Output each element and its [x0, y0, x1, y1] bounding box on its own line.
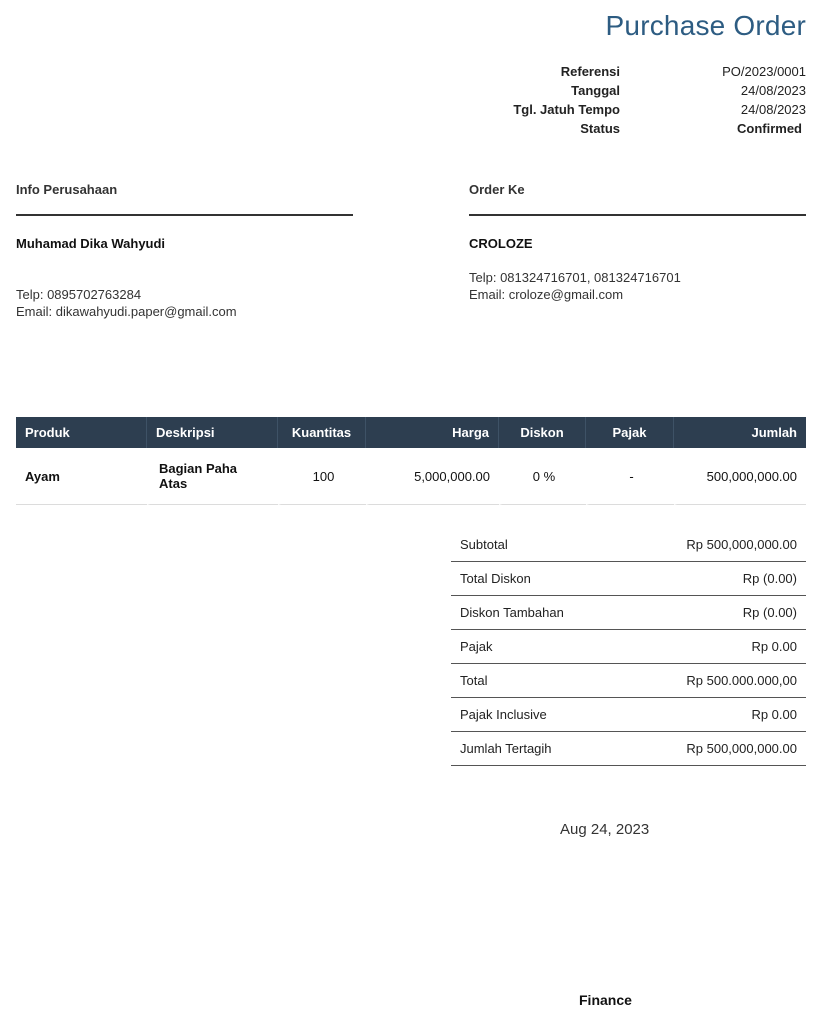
column-header-amount: Jumlah: [674, 417, 806, 448]
totals-label: Jumlah Tertagih: [460, 741, 552, 756]
item-description-line: Bagian Paha: [159, 461, 238, 476]
totals-row: [451, 698, 806, 732]
table-row: [16, 448, 806, 505]
meta-date-row: [476, 81, 806, 100]
totals-row: [451, 732, 806, 766]
totals-row: [451, 596, 806, 630]
item-description: [147, 448, 278, 505]
vendor-divider: [469, 214, 806, 216]
company-email: Email: dikawahyudi.paper@gmail.com: [16, 304, 237, 319]
item-discount: 0 %: [499, 448, 586, 505]
items-table: [16, 417, 806, 505]
signature-role: Finance: [579, 992, 632, 1008]
totals-label: Total Diskon: [460, 571, 531, 586]
subtotal-value: Rp 500,000,000.00: [686, 537, 797, 552]
column-header-price: Harga: [366, 417, 499, 448]
column-header-discount: Diskon: [499, 417, 586, 448]
meta-label: Status: [580, 121, 620, 136]
column-header-quantity: Kuantitas: [278, 417, 366, 448]
signature-date: Aug 24, 2023: [560, 821, 650, 838]
totals-row: [451, 664, 806, 698]
vendor-email: Email: croloze@gmail.com: [469, 287, 624, 302]
additional-discount-value: Rp (0.00): [742, 605, 797, 620]
item-description-line: Atas: [159, 476, 188, 491]
vendor-heading: Order Ke: [469, 182, 525, 197]
company-heading: Info Perusahaan: [16, 182, 118, 197]
meta-label: Referensi: [560, 64, 620, 79]
total-discount-value: Rp (0.00): [742, 571, 797, 586]
order-date: 24/08/2023: [740, 83, 806, 98]
totals-label: Diskon Tambahan: [460, 605, 564, 620]
item-price: 5,000,000.00: [366, 448, 499, 505]
totals-row: [451, 528, 806, 562]
item-amount: 500,000,000.00: [674, 448, 806, 505]
totals-row: [451, 630, 806, 664]
totals-summary: [451, 528, 806, 766]
company-phone: Telp: 0895702763284: [16, 287, 142, 302]
column-header-description: Deskripsi: [147, 417, 278, 448]
item-quantity: 100: [278, 448, 366, 505]
vendor-name: CROLOZE: [469, 236, 533, 251]
item-product: Ayam: [16, 448, 147, 505]
totals-label: Total: [460, 673, 488, 688]
totals-row: [451, 562, 806, 596]
meta-due-date-row: [476, 100, 806, 119]
due-date: 24/08/2023: [740, 102, 806, 117]
tax-value: Rp 0.00: [751, 639, 797, 654]
company-divider: [16, 214, 353, 216]
column-header-product: Produk: [16, 417, 147, 448]
table-header-row: [16, 417, 806, 448]
vendor-phone: Telp: 081324716701, 081324716701: [469, 270, 681, 285]
company-name: Muhamad Dika Wahyudi: [16, 236, 166, 251]
meta-label: Tgl. Jatuh Tempo: [513, 102, 620, 117]
meta-label: Tanggal: [571, 83, 620, 98]
totals-label: Pajak Inclusive: [460, 707, 547, 722]
amount-due-value: Rp 500,000,000.00: [686, 741, 797, 756]
document-title: Purchase Order: [605, 10, 806, 41]
document-meta: [476, 62, 806, 138]
inclusive-tax-value: Rp 0.00: [751, 707, 797, 722]
reference-number: PO/2023/0001: [722, 64, 806, 79]
total-value: Rp 500.000.000,00: [686, 673, 797, 688]
column-header-tax: Pajak: [586, 417, 674, 448]
item-tax: -: [586, 448, 674, 505]
meta-reference-row: [476, 62, 806, 81]
status-value: Confirmed: [737, 121, 802, 136]
totals-label: Pajak: [460, 639, 493, 654]
totals-label: Subtotal: [460, 537, 508, 552]
meta-status-row: [476, 119, 806, 138]
